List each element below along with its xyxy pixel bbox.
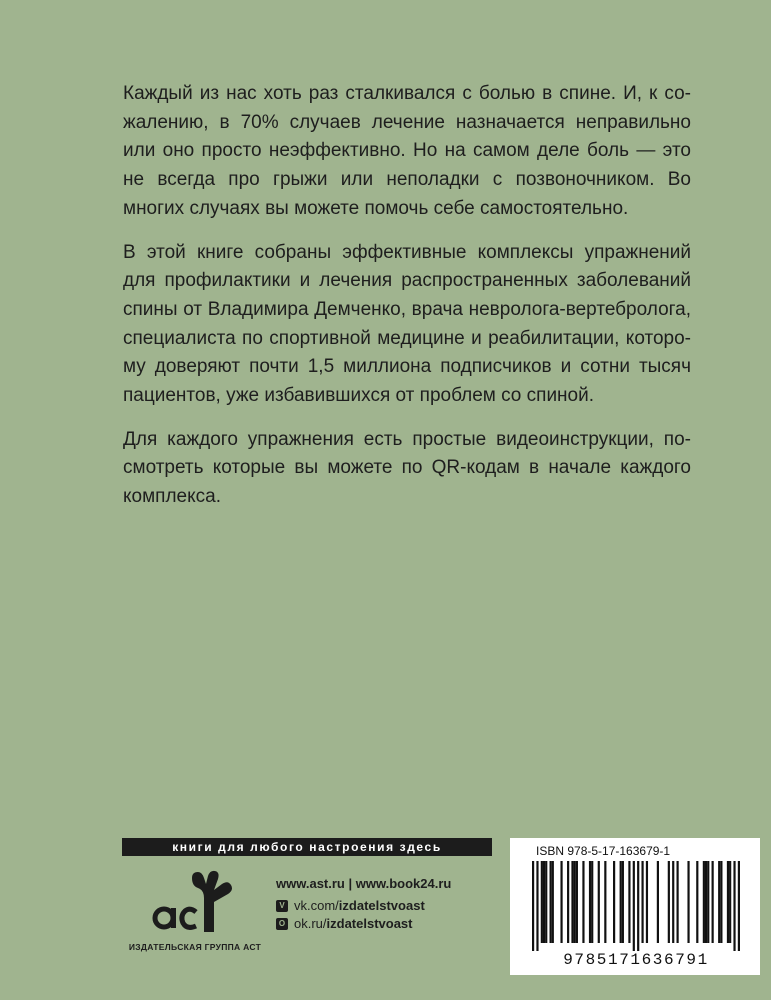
paragraph-3: Для каждого упражнения есть простые видеоинструкции, посмотреть которые вы можете по QR-кодам в начале каждого комплекса. bbox=[123, 428, 691, 508]
barcode-bar bbox=[620, 861, 622, 943]
barcode-bar bbox=[628, 861, 630, 943]
barcode-bar bbox=[545, 861, 547, 943]
barcode-bar bbox=[541, 861, 543, 943]
vk-handle: izdatelstvoast bbox=[338, 898, 425, 913]
barcode-bar bbox=[718, 861, 720, 943]
barcode-bar bbox=[582, 861, 584, 943]
barcode-bar bbox=[677, 861, 679, 943]
barcode-bar bbox=[560, 861, 562, 943]
barcode-bar bbox=[696, 861, 698, 943]
isbn-box bbox=[510, 838, 760, 975]
barcode-bar bbox=[729, 861, 731, 943]
ok-link[interactable] bbox=[276, 916, 413, 931]
barcode-bar bbox=[733, 861, 735, 951]
barcode-bar bbox=[641, 861, 643, 943]
barcode-bar bbox=[532, 861, 534, 951]
barcode-bar bbox=[552, 861, 554, 943]
barcode bbox=[532, 861, 740, 951]
barcode-bar bbox=[633, 861, 635, 951]
barcode-bar bbox=[687, 861, 689, 943]
barcode-bar bbox=[613, 861, 615, 943]
barcode-bar bbox=[727, 861, 729, 943]
vk-link[interactable] bbox=[276, 898, 425, 913]
ast-logo-icon bbox=[152, 870, 236, 936]
tagline-banner: книги для любого настроения здесь bbox=[122, 838, 492, 856]
barcode-bar bbox=[571, 861, 573, 943]
barcode-bar bbox=[589, 861, 591, 943]
barcode-bar bbox=[668, 861, 670, 943]
barcode-bar bbox=[738, 861, 740, 951]
ok-prefix: ok.ru/ bbox=[294, 916, 327, 931]
barcode-bar bbox=[672, 861, 674, 943]
websites[interactable]: www.ast.ru | www.book24.ru bbox=[276, 876, 452, 891]
barcode-bar bbox=[598, 861, 600, 943]
barcode-bar bbox=[646, 861, 648, 943]
barcode-bar bbox=[720, 861, 722, 943]
barcode-bar bbox=[574, 861, 576, 943]
barcode-bar bbox=[591, 861, 593, 943]
barcode-bar bbox=[550, 861, 552, 943]
barcode-bar bbox=[567, 861, 569, 943]
ast-logo bbox=[124, 870, 264, 950]
isbn-label: ISBN 978-5-17-163679-1 bbox=[536, 844, 671, 858]
paragraph-1: Каждый из нас хоть раз сталкивался с болью в спине. И, к сожалению, в 70% случаев лечение назначается неправильно или оно просто неэффективно. Но на самом деле боль — это не всегда про грыжи или неполадки с позвоночником. Во многих случаях вы можете помочь себе самостоятельно. bbox=[123, 83, 691, 219]
paragraph-2: В этой книге собраны эффективные комплексы упражнений для профилактики и лечения распространенных заболеваний спины от Владимира Демченко, врача невролога-вертебролога, специалиста по спортивной медицине и реабилитации, которому доверяют почти 1,5 миллиона подписчиков и сотни тысяч пациентов, уже избавившихся от проблем со спиной. bbox=[123, 241, 691, 407]
barcode-bar bbox=[637, 861, 639, 951]
description bbox=[123, 80, 691, 527]
barcode-bar bbox=[536, 861, 538, 951]
barcode-digits: 9785171636791 bbox=[563, 951, 709, 969]
barcode-bar bbox=[543, 861, 545, 943]
barcode-bar bbox=[576, 861, 578, 943]
barcode-bar bbox=[707, 861, 709, 943]
publisher-name: ИЗДАТЕЛЬСКАЯ ГРУППА АСТ bbox=[128, 942, 262, 952]
barcode-bar bbox=[705, 861, 707, 943]
vk-prefix: vk.com/ bbox=[294, 898, 339, 913]
barcode-bar bbox=[703, 861, 705, 943]
barcode-bar bbox=[604, 861, 606, 943]
barcode-bar bbox=[657, 861, 659, 943]
barcode-bar bbox=[712, 861, 714, 943]
ok-handle: izdatelstvoast bbox=[326, 916, 413, 931]
vk-icon: V bbox=[276, 900, 288, 912]
barcode-bar bbox=[622, 861, 624, 943]
ok-icon: O bbox=[276, 918, 288, 930]
